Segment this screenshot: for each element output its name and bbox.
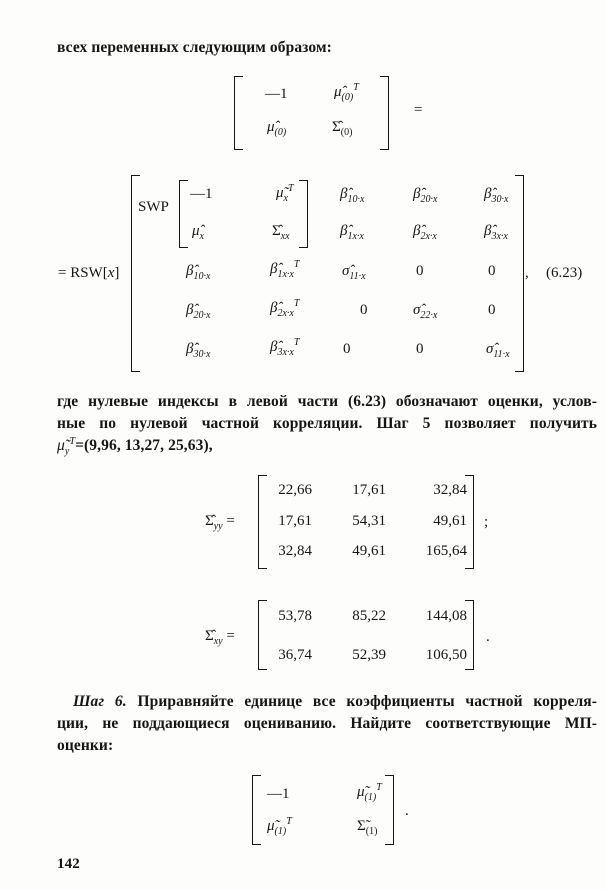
trailing-period: . <box>405 803 409 819</box>
matrix-cell: —1 <box>265 86 288 102</box>
matrix-cell: $\sigmâ_{11\cdot x}$ <box>342 263 366 282</box>
matrix-cell: 0 <box>360 302 368 318</box>
sigma-yy-label: $\Sigmâ_{yy}$ = <box>205 513 235 532</box>
matrix-cell: 0 <box>343 341 351 357</box>
matrix-cell: 0 <box>488 302 496 318</box>
matrix-cell: $\betâ_{10\cdot x}$ <box>340 186 365 205</box>
matrix-cell: $\mũ_{(1)}^T$ <box>267 816 292 837</box>
matrix-cell: $\betâ_{20\cdot x}$ <box>186 302 211 321</box>
inner-left-bracket <box>179 180 188 248</box>
matrix-cell: 49,61 <box>352 543 386 559</box>
matrix-cell: $\Sigmâ_{xx}$ <box>272 223 290 242</box>
text-line: всех переменных следующим образом: <box>57 39 332 56</box>
rsw-lhs: = RSW[x] <box>58 265 120 281</box>
matrix-cell: $\Sigmã_{(1)}$ <box>357 818 378 837</box>
matrix-cell: $\betâ_{1x\cdot x}$ <box>340 223 364 242</box>
trailing-semicolon: ; <box>484 514 489 530</box>
matrix-cell: 17,61 <box>352 482 386 498</box>
matrix-cell: $\mũ_x^T$ <box>276 183 294 204</box>
matrix-cell: 22,66 <box>278 482 312 498</box>
left-bracket <box>234 76 243 150</box>
matrix-cell: 54,31 <box>352 513 386 529</box>
matrix-cell: 32,84 <box>278 543 312 559</box>
matrix-cell: 0 <box>416 263 424 279</box>
matrix-cell: 32,84 <box>433 482 467 498</box>
matrix-cell: $\mû_{(0)}^T$ <box>334 82 359 103</box>
matrix-cell: $\betâ_{30\cdot x}$ <box>186 341 211 360</box>
matrix-cell: $\betâ_{2x\cdot x}^T$ <box>270 298 300 319</box>
left-bracket <box>258 475 267 569</box>
matrix-cell: $\mû_x$ <box>192 223 204 242</box>
right-bracket <box>385 775 394 845</box>
matrix-cell: 144,08 <box>425 608 467 624</box>
text-line: ции, не поддающиеся оцениванию. Найдите соответствующие МП- <box>57 715 597 732</box>
outer-right-bracket <box>515 175 524 372</box>
matrix-cell: $\sigmâ_{22\cdot x}$ <box>413 302 438 321</box>
matrix-cell: $\betâ_{20\cdot x}$ <box>413 186 438 205</box>
matrix-cell: 36,74 <box>278 647 312 663</box>
equals-sign: = <box>414 102 423 118</box>
equation-number: (6.23) <box>546 265 583 281</box>
matrix-cell: —1 <box>267 786 290 802</box>
matrix-cell: $\sigmâ_{11\cdot x}$ <box>486 341 510 360</box>
trailing-comma: , <box>525 265 529 281</box>
sigma-xy-label: $\Sigmâ_{xy}$ = <box>205 628 235 647</box>
matrix-cell: $\Sigmâ_{(0)}$ <box>332 119 353 138</box>
matrix-cell: $\betâ_{1x\cdot x}^T$ <box>270 259 300 280</box>
matrix-cell: $\betâ_{30\cdot x}$ <box>484 186 509 205</box>
matrix-cell: —1 <box>190 186 213 202</box>
matrix-cell: $\betâ_{2x\cdot x}$ <box>413 223 437 242</box>
page-number: 142 <box>57 856 80 872</box>
matrix-cell: $\betâ_{3x\cdot x}$ <box>484 223 508 242</box>
matrix-cell: 165,64 <box>425 543 467 559</box>
text-line: оценки: <box>57 737 114 754</box>
matrix-cell: 85,22 <box>352 608 386 624</box>
text-line: ные по нулевой частной корреляции. Шаг 5 позволяет получить <box>57 415 597 432</box>
matrix-cell: 53,78 <box>278 608 312 624</box>
text-line: Шаг 6. Приравняйте единице все коэффициенты частной корреля- <box>73 693 597 710</box>
text-line: $\mũ_y^T=(9,96$, 13,27, 25,63), <box>57 435 213 458</box>
inner-right-bracket <box>299 180 308 248</box>
left-bracket <box>252 775 261 845</box>
matrix-cell: 52,39 <box>352 647 386 663</box>
right-bracket <box>380 76 389 150</box>
matrix-cell: 49,61 <box>433 513 467 529</box>
matrix-cell: $\mũ_{(1)}^T$ <box>357 782 382 803</box>
matrix-cell: $\betâ_{10\cdot x}$ <box>186 263 211 282</box>
text-line: где нулевые индексы в левой части (6.23) обозначают оценки, услов- <box>57 393 597 410</box>
matrix-cell: 0 <box>416 341 424 357</box>
trailing-period: . <box>486 629 490 645</box>
left-bracket <box>258 600 267 670</box>
matrix-cell: $\mû_{(0)}$ <box>267 119 287 138</box>
matrix-cell: 106,50 <box>425 647 467 663</box>
swp-operator: SWP <box>138 199 169 215</box>
matrix-cell: 17,61 <box>278 513 312 529</box>
matrix-cell: 0 <box>488 263 496 279</box>
matrix-cell: $\betâ_{3x\cdot x}^T$ <box>270 337 300 358</box>
